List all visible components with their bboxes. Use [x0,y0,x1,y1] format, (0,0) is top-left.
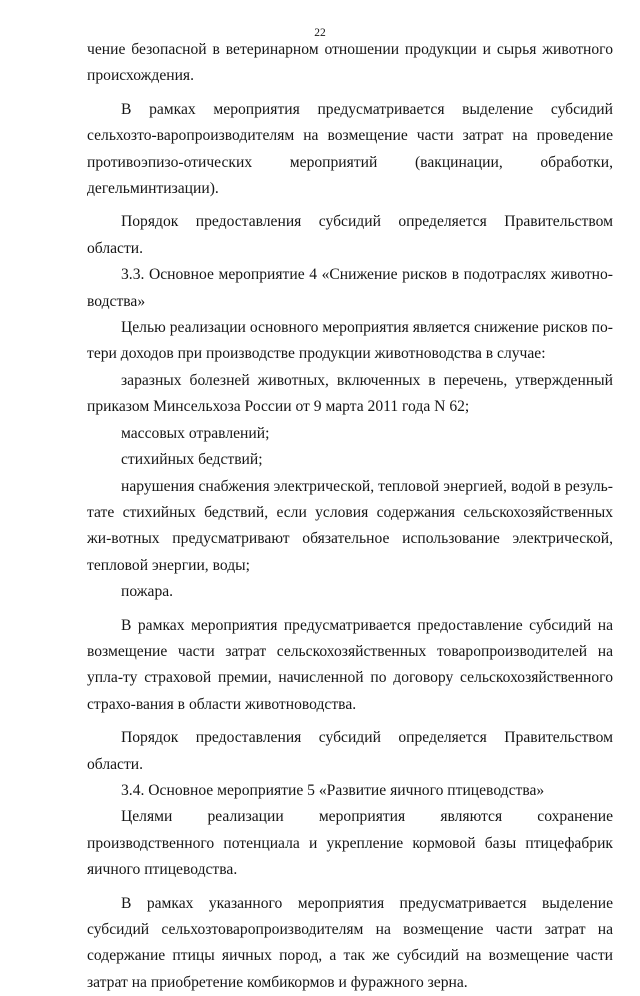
section-heading-3-4: 3.4. Основное мероприятие 5 «Развитие яичного птицеводства» [121,781,545,799]
list-item-contagious-diseases: заразных болезней животных, включенных в перечень, утвержденный приказом Минсельхоза России от 9 марта 2011 года N 62; [87,371,613,416]
paragraph-insurance-subsidies: В рамках мероприятия предусматривается предоставление субсидий на возмещение части затрат сельскохозяйственных товаропроизводителей на упла-ту страховой премии, начисленной по договору сельскохозяйственного страхо-вания в области животноводства. [87,616,613,713]
list-item-mass-poisoning: массовых отравлений; [121,424,270,442]
paragraph-poultry-subsidies: В рамках указанного мероприятия предусматривается выделение субсидий сельхозтоваропроизводителям на возмещение части затрат на содержание птицы яичных пород, а так же субсидий на возмещение части затрат на приобретение комбикормов и фуражного зерна. [87,894,613,991]
paragraph-goal-risk-reduction: Целью реализации основного мероприятия является снижение рисков по-тери доходов при производстве продукции животноводства в случае: [87,319,613,363]
list-item-fire: пожара. [121,583,174,601]
paragraph-poultry-goals: Целями реализации мероприятия являются сохранение производственного потенциала и укрепление кормовой базы птицефабрик яичного птицеводства. [87,808,613,879]
paragraph-subsidy-procedure: Порядок предоставления субсидий определяется Правительством области. [87,213,613,257]
paragraph-subsidies-epizootic: В рамках мероприятия предусматривается выделение субсидий сельхозто-варопроизводителям на возмещение части затрат на проведение противоэпизо-отических мероприятий (вакцинации, обработки, дегельминтизации). [87,100,613,198]
list-item-energy-supply-disruption: нарушения снабжения электрической, тепловой энергией, водой в резуль-тате стихийных бедствий, если условия содержания сельскохозяйственных жи-вотных предусматривают обязательное использование электрической, тепловой энергии, воды; [87,477,613,574]
paragraph-subsidy-procedure-2: Порядок предоставления субсидий определяется Правительством области. [87,729,613,773]
section-heading-3-3: 3.3. Основное мероприятие 4 «Снижение рисков в подотраслях животно-водства» [87,266,613,310]
list-item-natural-disasters: стихийных бедствий; [121,451,263,469]
paragraph-continuation: чение безопасной в ветеринарном отношении продукции и сырья животного происхождения. [87,41,613,85]
document-body [87,37,613,996]
page-number: 22 [314,27,326,39]
